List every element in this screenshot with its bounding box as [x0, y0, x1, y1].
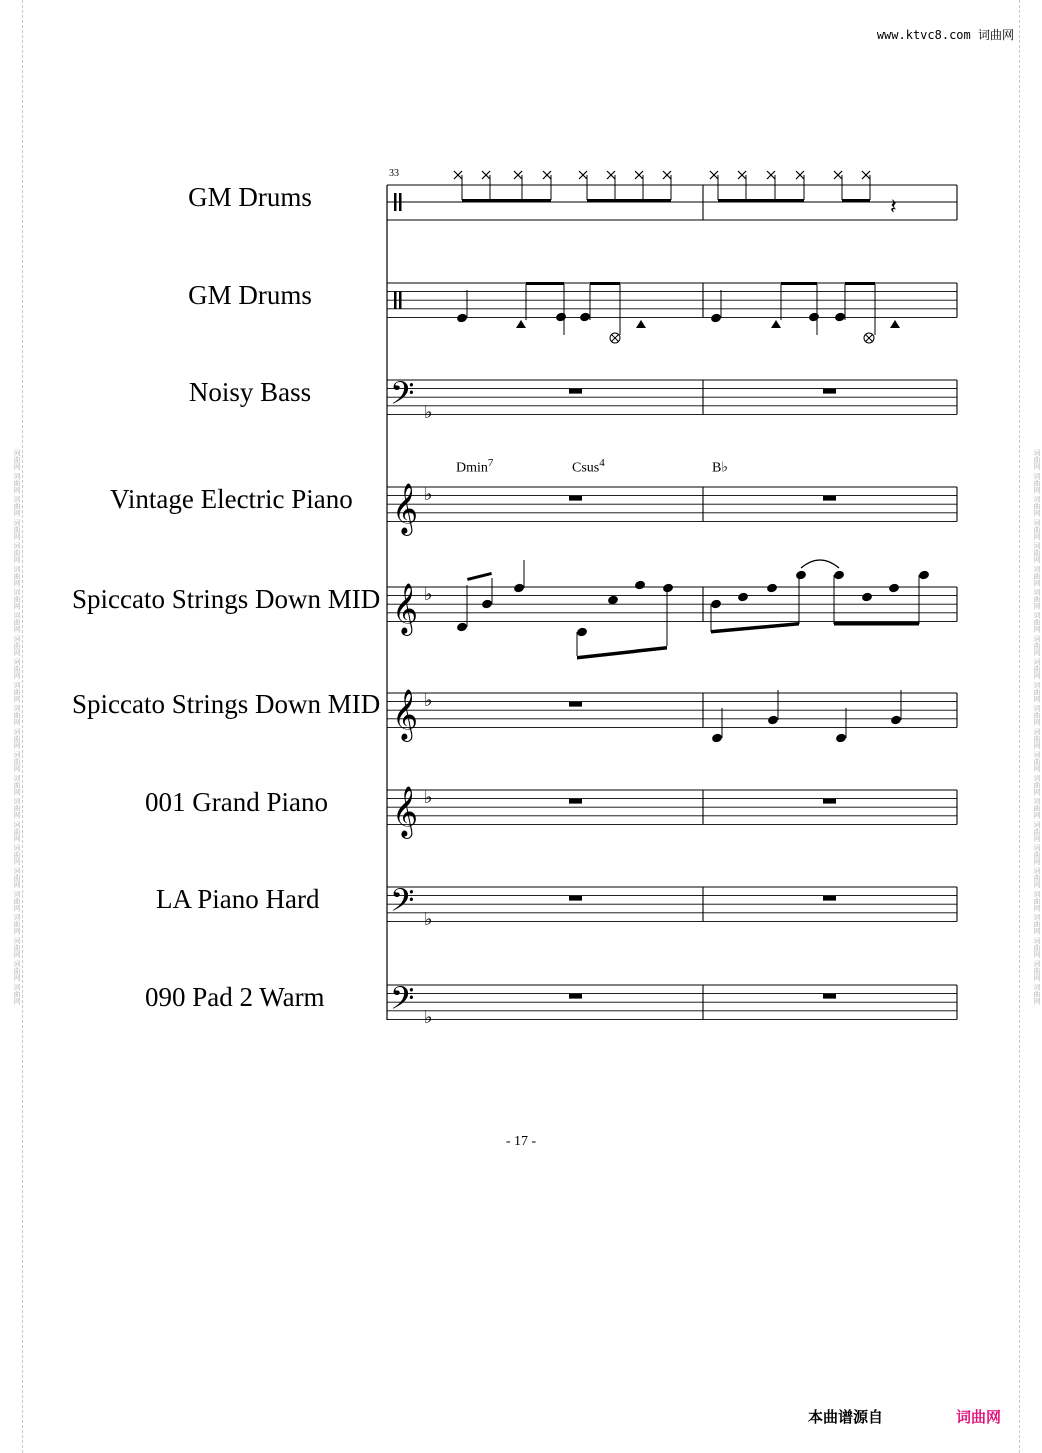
page-number: - 17 - — [505, 1134, 537, 1149]
footer-source-label: 本曲谱源自 — [808, 1408, 884, 1426]
notehead — [481, 599, 493, 610]
beam — [845, 282, 875, 285]
notehead — [576, 627, 588, 638]
beam — [587, 199, 671, 203]
notehead — [834, 312, 846, 323]
beam — [462, 199, 551, 203]
instrument-label: GM Drums — [188, 182, 312, 212]
staves — [387, 185, 957, 1019]
left-watermark-text: 词曲网 词曲网 词曲网 词曲网 词曲网 词曲网 词曲网 词曲网 词曲网 词曲网 词曲网 词曲网 词曲网 词曲网 词曲网 词曲网 词曲网 词曲网 词曲网 词曲网 词曲网 词曲网 词曲网 词曲网 — [13, 448, 21, 1005]
chord-ext: 7 — [487, 457, 494, 469]
tie — [801, 560, 839, 568]
whole-rest — [823, 896, 836, 901]
triangle-notehead — [636, 320, 646, 328]
key-signature-flat: ♭ — [424, 690, 433, 711]
whole-rest — [569, 896, 582, 901]
notehead — [890, 715, 902, 726]
notehead — [861, 592, 873, 603]
chord-root: Dmin — [456, 460, 488, 476]
instrument-label: Spiccato Strings Down MID — [72, 584, 381, 614]
whole-rest — [823, 496, 836, 501]
beam — [842, 199, 870, 203]
triangle-notehead — [771, 320, 781, 328]
notehead — [710, 313, 722, 324]
notehead — [795, 570, 807, 581]
chord-root: Csus — [572, 460, 600, 476]
treble-clef: 𝄞 — [392, 786, 419, 837]
beam — [834, 622, 919, 626]
beam — [781, 282, 817, 285]
treble-clef: 𝄞 — [392, 583, 419, 634]
notehead — [456, 313, 468, 324]
notation-marks — [390, 171, 930, 1028]
whole-rest — [569, 389, 582, 394]
key-signature-flat: ♭ — [424, 1007, 433, 1028]
whole-rest — [569, 994, 582, 999]
notehead — [766, 583, 778, 594]
percussion-clef — [399, 291, 402, 309]
bass-clef: 𝄢 — [390, 980, 415, 1024]
triangle-notehead — [516, 320, 526, 328]
quarter-rest: 𝄽 — [890, 195, 897, 220]
instrument-label: GM Drums — [188, 280, 312, 310]
beam — [718, 199, 804, 203]
key-signature-flat: ♭ — [424, 584, 433, 605]
triangle-notehead — [890, 320, 900, 328]
beam — [526, 282, 564, 285]
instrument-label: Vintage Electric Piano — [110, 484, 353, 514]
treble-clef: 𝄞 — [392, 483, 419, 534]
key-signature-flat: ♭ — [424, 484, 433, 505]
notehead — [555, 312, 567, 323]
notehead — [456, 622, 468, 633]
percussion-clef — [399, 193, 402, 211]
key-signature-flat: ♭ — [424, 787, 433, 808]
notehead — [710, 599, 722, 610]
whole-rest — [569, 702, 582, 707]
instrument-label: 090 Pad 2 Warm — [145, 982, 325, 1012]
notehead — [634, 580, 646, 591]
instrument-label: 001 Grand Piano — [145, 787, 328, 817]
notehead — [767, 715, 779, 726]
chord-ext: 4 — [599, 457, 605, 469]
notehead — [662, 583, 674, 594]
site-url[interactable]: www.ktvc8.com — [876, 28, 971, 42]
notehead — [918, 570, 930, 581]
whole-rest — [569, 799, 582, 804]
right-watermark-text: 词曲网 词曲网 词曲网 词曲网 词曲网 词曲网 词曲网 词曲网 词曲网 词曲网 词曲网 词曲网 词曲网 词曲网 词曲网 词曲网 词曲网 词曲网 词曲网 词曲网 词曲网 词曲网 词曲网 词曲网 — [1033, 448, 1041, 1005]
beam — [577, 646, 667, 660]
treble-clef: 𝄞 — [392, 689, 419, 740]
notehead — [808, 312, 820, 323]
instrument-label: LA Piano Hard — [156, 884, 320, 914]
notehead — [513, 583, 525, 594]
notehead — [833, 570, 845, 581]
whole-rest — [823, 389, 836, 394]
whole-rest — [569, 496, 582, 501]
notehead — [711, 733, 723, 744]
whole-rest — [823, 994, 836, 999]
key-signature-flat: ♭ — [424, 402, 433, 423]
notehead — [888, 583, 900, 594]
instrument-label: Noisy Bass — [188, 377, 312, 407]
beam — [590, 282, 620, 285]
notehead — [737, 592, 749, 603]
percussion-clef — [394, 193, 397, 211]
percussion-clef — [394, 291, 397, 309]
measure-number: 33 — [389, 168, 399, 179]
notehead — [579, 312, 591, 323]
bass-clef: 𝄢 — [390, 882, 415, 926]
whole-rest — [823, 799, 836, 804]
notehead — [835, 733, 847, 744]
chord-root: B♭ — [712, 460, 728, 476]
site-name: 词曲网 — [977, 28, 1014, 42]
beam — [467, 572, 492, 581]
beam — [711, 622, 799, 634]
key-signature-flat: ♭ — [424, 909, 433, 930]
footer-source-site[interactable]: 词曲网 — [956, 1408, 1002, 1426]
bass-clef: 𝄢 — [390, 375, 415, 419]
instrument-label: Spiccato Strings Down MID — [72, 689, 381, 719]
